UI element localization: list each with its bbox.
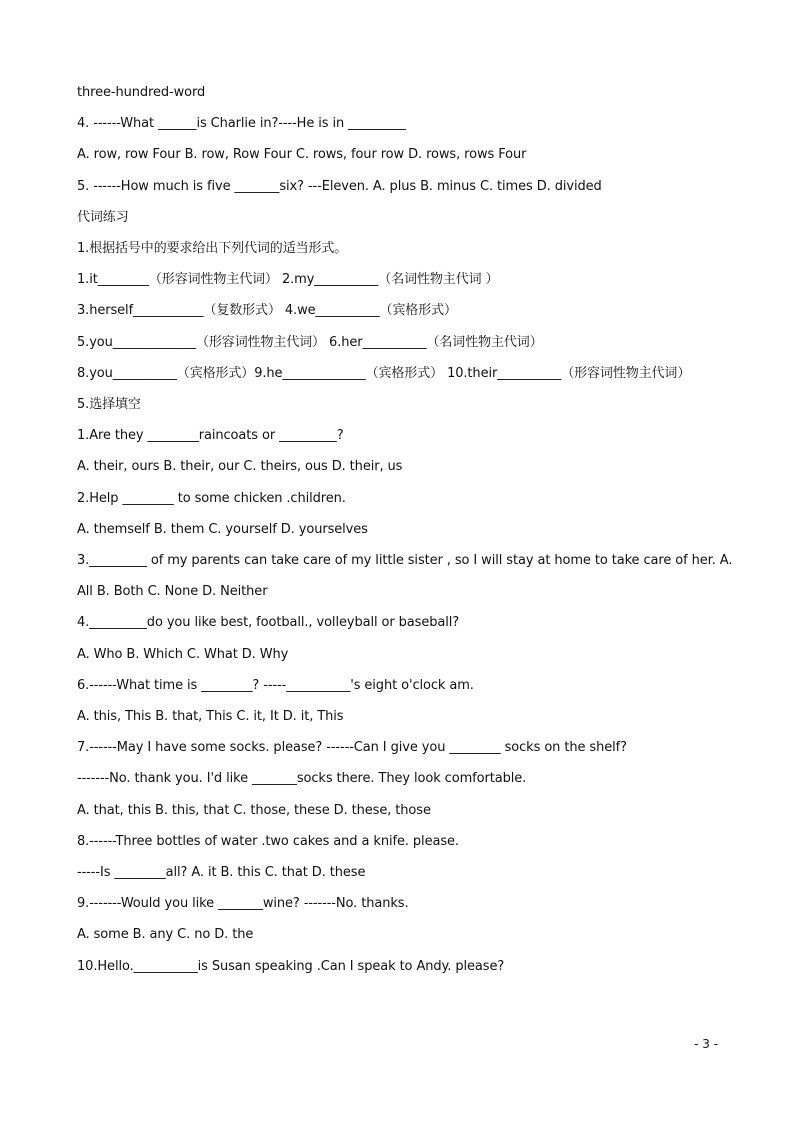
choice-question-6: 6.------What time is ________? -----__________'s eight o'clock am. (77, 677, 474, 693)
question-5: 5. ------How much is five _______six? ---Eleven. A. plus B. minus C. times D. divided (77, 178, 602, 194)
choice-question-10: 10.Hello.__________is Susan speaking .Can I speak to Andy. please? (77, 958, 505, 974)
choice-question-8-reply: -----Is ________all? A. it B. this C. that D. these (77, 865, 366, 881)
choice-question-7-reply: -------No. thank you. I'd like _______socks there. They look comfortable. (77, 771, 527, 787)
pronoun-items-5-6: 5.you_____________（形容词性物主代词） 6.her__________（名词性物主代词） (77, 334, 543, 350)
section-title-pronouns: 代词练习 (77, 209, 129, 225)
pronoun-items-3-4: 3.herself___________（复数形式） 4.we__________（宾格形式） (77, 303, 457, 319)
exercise-5-title: 5.选择填空 (77, 397, 141, 413)
choice-question-8: 8.------Three bottles of water .two cakes and a knife. please. (77, 833, 459, 849)
pronoun-items-1-2: 1.it________（形容词性物主代词） 2.my__________（名词性物主代词 ） (77, 272, 499, 288)
pronoun-items-8-10: 8.you__________（宾格形式）9.he_____________（宾格形式） 10.their__________（形容词性物主代词） (77, 365, 691, 381)
choice-question-2: 2.Help ________ to some chicken .children. (77, 490, 346, 506)
choice-question-7-options: A. that, this B. this, that C. those, these D. these, those (77, 802, 431, 818)
choice-question-1-options: A. their, ours B. their, our C. theirs, ous D. their, us (77, 459, 403, 475)
choice-question-7: 7.------May I have some socks. please? ------Can I give you ________ socks on the shelf? (77, 740, 627, 756)
question-4-options: A. row, row Four B. row, Row Four C. rows, four row D. rows, rows Four (77, 147, 527, 163)
document-body (77, 77, 737, 982)
question-4: 4. ------What ______is Charlie in?----He is in _________ (77, 116, 406, 132)
heading-line: three-hundred-word (77, 85, 206, 100)
choice-question-9: 9.-------Would you like _______wine? -------No. thanks. (77, 896, 409, 912)
choice-question-9-options: A. some B. any C. no D. the (77, 927, 254, 943)
choice-question-1: 1.Are they ________raincoats or _________? (77, 428, 344, 444)
choice-question-4-options: A. Who B. Which C. What D. Why (77, 646, 289, 662)
choice-question-6-options: A. this, This B. that, This C. it, It D. it, This (77, 709, 344, 725)
exercise-1-instruction: 1.根据括号中的要求给出下列代词的适当形式。 (77, 241, 348, 257)
choice-question-3: 3._________ of my parents can take care of my little sister , so I will stay at home to take care of her. A. All B. Both C. None D. Neither (77, 553, 733, 600)
choice-question-4: 4._________do you like best, football., volleyball or baseball? (77, 615, 460, 631)
page-number: - 3 - (694, 1037, 718, 1051)
choice-question-2-options: A. themself B. them C. yourself D. yourselves (77, 521, 368, 537)
